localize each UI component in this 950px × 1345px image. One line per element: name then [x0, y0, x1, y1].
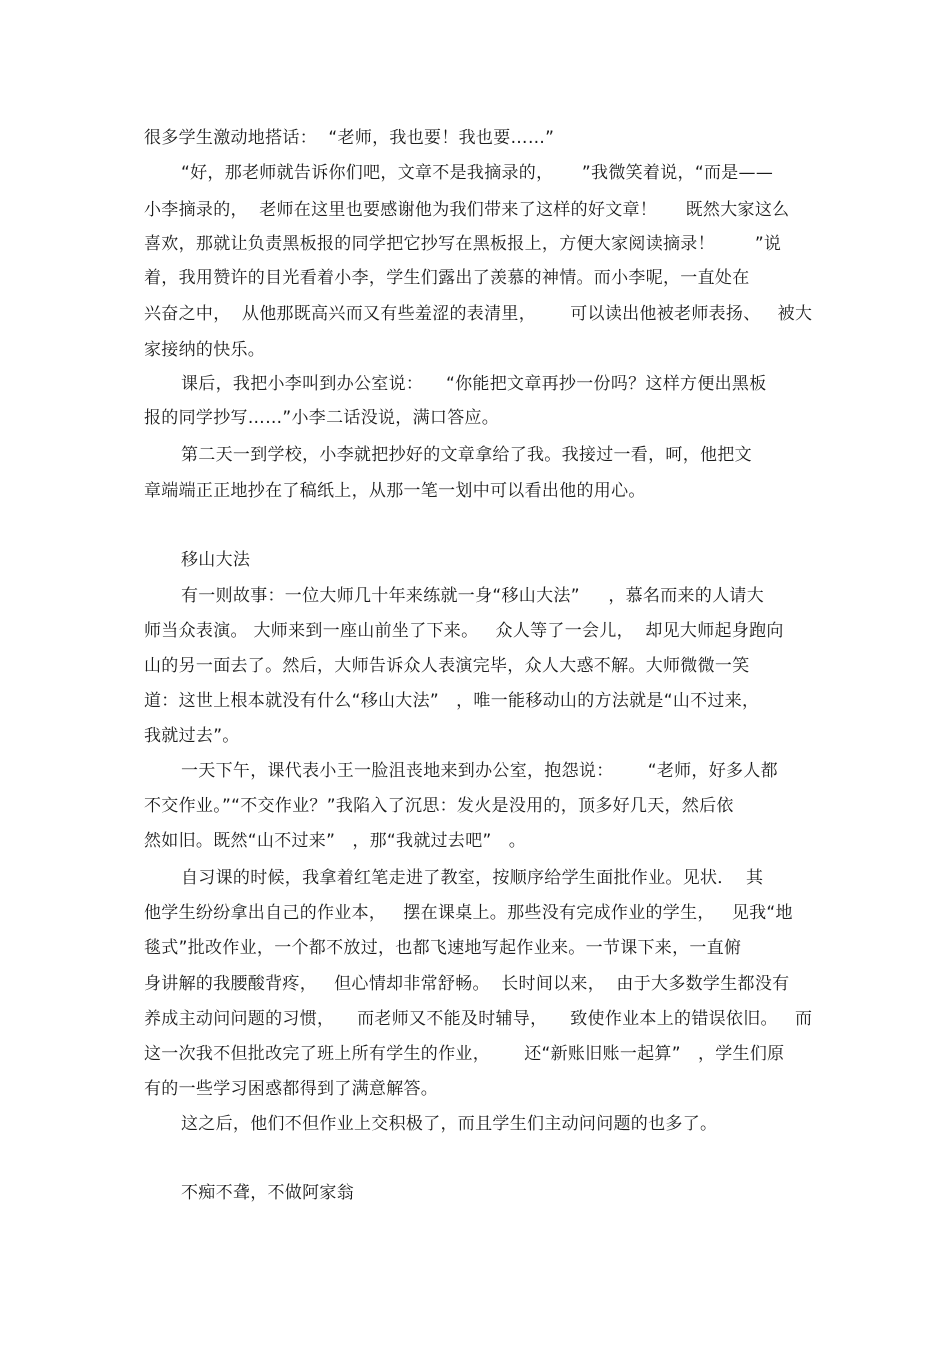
paragraph-line: 道：这世上根本就没有什么“移山大法” ，唯一能移动山的方法就是“山不过来，: [144, 691, 760, 711]
paragraph-line: 很多学生激动地搭话： “老师，我也要！我也要……”: [144, 128, 555, 148]
paragraph-line: 报的同学抄写……”小李二话没说，满口答应。: [144, 408, 500, 428]
paragraph-line: 我就过去”。: [144, 726, 240, 746]
paragraph-line: 然如旧。既然“山不过来” ，那“我就过去吧” 。: [144, 831, 527, 851]
paragraph-line: 兴奋之中， 从他那既高兴而又有些羞涩的表清里， 可以读出他被老师表扬、 被大: [144, 304, 813, 324]
section-heading: 移山大法: [181, 550, 251, 570]
paragraph-line: 毯式”批改作业，一个都不放过，也都飞速地写起作业来。一节课下来，一直俯: [144, 938, 742, 958]
paragraph-line: 喜欢，那就让负责黑板报的同学把它抄写在黑板报上，方便大家阅读摘录！ ”说: [144, 234, 782, 254]
paragraph-line: 这之后，他们不但作业上交积极了，而且学生们主动问问题的也多了。: [181, 1114, 718, 1134]
paragraph-line: 着，我用赞许的目光看着小李，学生们露出了羡慕的神情。而小李呢，一直处在: [144, 268, 750, 288]
paragraph-line: 山的另一面去了。然后，大师告诉众人表演完毕，众人大惑不解。大师微微一笑: [144, 656, 750, 676]
paragraph-line: 师当众表演。 大师来到一座山前坐了下来。 众人等了一会儿， 却见大师起身跑向: [144, 621, 784, 641]
paragraph-line: 第二天一到学校，小李就把抄好的文章拿给了我。我接过一看，呵，他把文: [181, 445, 752, 465]
paragraph-line: 小李摘录的， 老师在这里也要感谢他为我们带来了这样的好文章！ 既然大家这么: [144, 200, 790, 220]
paragraph-line: 章端端正正地抄在了稿纸上，从那一笔一划中可以看出他的用心。: [144, 481, 646, 501]
paragraph-line: 自习课的时候，我拿着红笔走进了教室，按顺序给学生面批作业。见状． 其: [181, 868, 764, 888]
paragraph-line: 养成主动问问题的习惯， 而老师又不能及时辅导， 致使作业本上的错误依旧。 而: [144, 1009, 813, 1029]
paragraph-line: 家接纳的快乐。: [144, 340, 266, 360]
paragraph-line: 课后，我把小李叫到办公室说： “你能把文章再抄一份吗？这样方便出黑板: [181, 374, 767, 394]
paragraph-line: 一天下午，课代表小王一脸沮丧地来到办公室，抱怨说： “老师，好多人都: [181, 761, 778, 781]
paragraph-line: 有的一些学习困惑都得到了满意解答。: [144, 1079, 439, 1099]
paragraph-line: “好，那老师就告诉你们吧，文章不是我摘录的， ”我微笑着说，“而是——: [181, 163, 774, 183]
section-heading: 不痴不聋，不做阿家翁: [181, 1183, 354, 1203]
paragraph-line: 这一次我不但批改完了班上所有学生的作业， 还“新账旧账一起算” ，学生们原: [144, 1044, 785, 1064]
paragraph-line: 有一则故事：一位大师几十年来练就一身“移山大法” ，慕名而来的人请大: [181, 586, 765, 606]
paragraph-line: 身讲解的我腰酸背疼， 但心情却非常舒畅。 长时间以来， 由于大多数学生都没有: [144, 974, 790, 994]
paragraph-line: 不交作业。”“不交作业？”我陷入了沉思：发火是没用的，顶多好几天，然后依: [144, 796, 734, 816]
paragraph-line: 他学生纷纷拿出自己的作业本， 摆在课桌上。那些没有完成作业的学生， 见我“地: [144, 903, 793, 923]
